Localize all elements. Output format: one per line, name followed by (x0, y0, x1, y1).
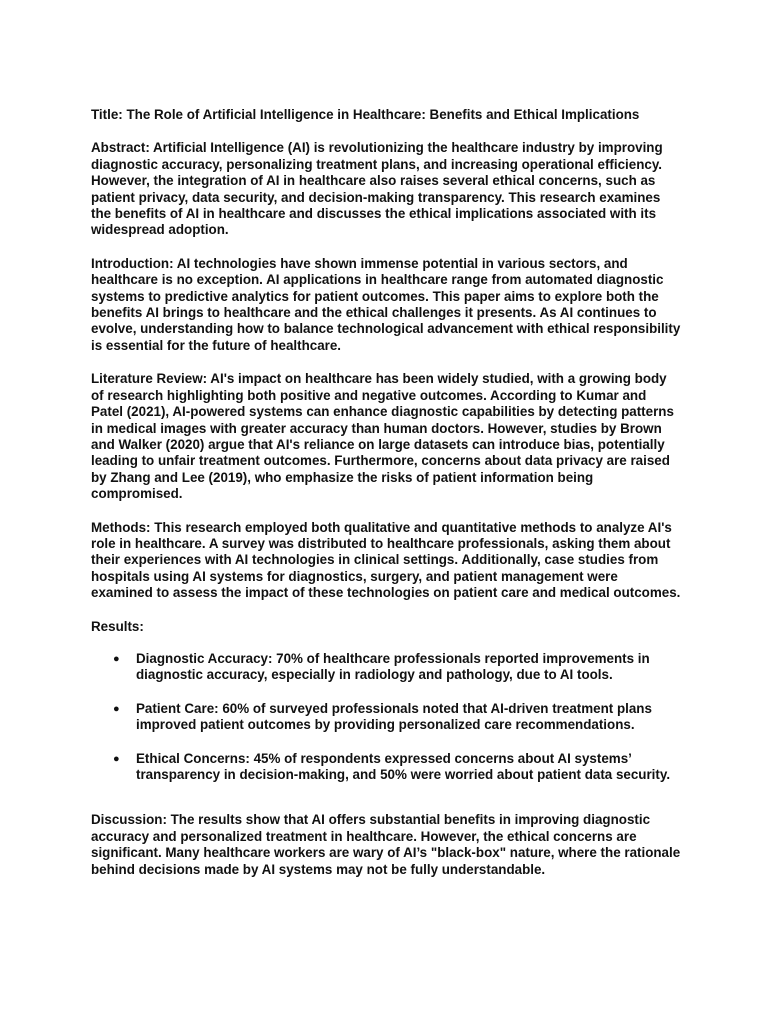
list-item (91, 701, 681, 734)
result-ethical-concerns: Ethical Concerns: 45% of respondents expressed concerns about AI systems’ transparency in decision-making, and 50% were worried about patient data security. (136, 750, 671, 782)
introduction-paragraph: Introduction: AI technologies have shown immense potential in various sectors, and healthcare is no exception. AI applications in healthcare range from automated diagnostic systems to predictive analytics for patient outcomes. This paper aims to explore both the benefits AI brings to healthcare and the ethical challenges it presents. As AI continues to evolve, understanding how to balance technological advancement with ethical responsibility is essential for the future of healthcare. (91, 255, 681, 353)
methods-paragraph: Methods: This research employed both qualitative and quantitative methods to analyze AI's role in healthcare. A survey was distributed to healthcare professionals, asking them about their experiences with AI technologies in clinical settings. Additionally, case studies from hospitals using AI systems for diagnostics, surgery, and patient management were examined to assess the impact of these technologies on patient care and medical outcomes. (91, 519, 681, 601)
list-item (91, 651, 681, 684)
list-item (91, 751, 681, 784)
discussion-paragraph: Discussion: The results show that AI offers substantial benefits in improving diagnostic accuracy and personalized treatment in healthcare. However, the ethical concerns are significant. Many healthcare workers are wary of AI’s "black-box" nature, where the rationale behind decisions made by AI systems may not be fully understandable. (91, 812, 681, 877)
result-diagnostic-accuracy: Diagnostic Accuracy: 70% of healthcare professionals reported improvements in diagnostic accuracy, especially in radiology and pathology, due to AI tools. (136, 650, 650, 683)
document-title: Title: The Role of Artificial Intelligence in Healthcare: Benefits and Ethical Implications (91, 107, 640, 122)
abstract-paragraph: Abstract: Artificial Intelligence (AI) is revolutionizing the healthcare industry by improving diagnostic accuracy, personalizing treatment plans, and increasing operational efficiency. However, the integration of AI in healthcare also raises several ethical concerns, such as patient privacy, data security, and decision-making transparency. This research examines the benefits of AI in healthcare and discusses the ethical implications associated with its widespread adoption. (91, 140, 663, 238)
result-patient-care: Patient Care: 60% of surveyed professionals noted that AI-driven treatment plans improved patient outcomes by providing personalized care recommendations. (136, 700, 652, 733)
bullet-icon: ● (113, 702, 120, 715)
results-list (91, 651, 681, 783)
bullet-icon: ● (113, 752, 120, 765)
literature-review-paragraph: Literature Review: AI's impact on healthcare has been widely studied, with a growing body of research highlighting both positive and negative outcomes. According to Kumar and Patel (2021), AI-powered systems can enhance diagnostic capabilities by detecting patterns in medical images with greater accuracy than human doctors. However, studies by Brown and Walker (2020) argue that AI's reliance on large datasets can introduce bias, potentially leading to unfair treatment outcomes. Furthermore, concerns about data privacy are raised by Zhang and Lee (2019), who emphasize the risks of patient information being compromised. (91, 371, 674, 502)
document-page (91, 107, 681, 895)
results-heading: Results: (91, 618, 144, 634)
bullet-icon: ● (113, 652, 120, 665)
